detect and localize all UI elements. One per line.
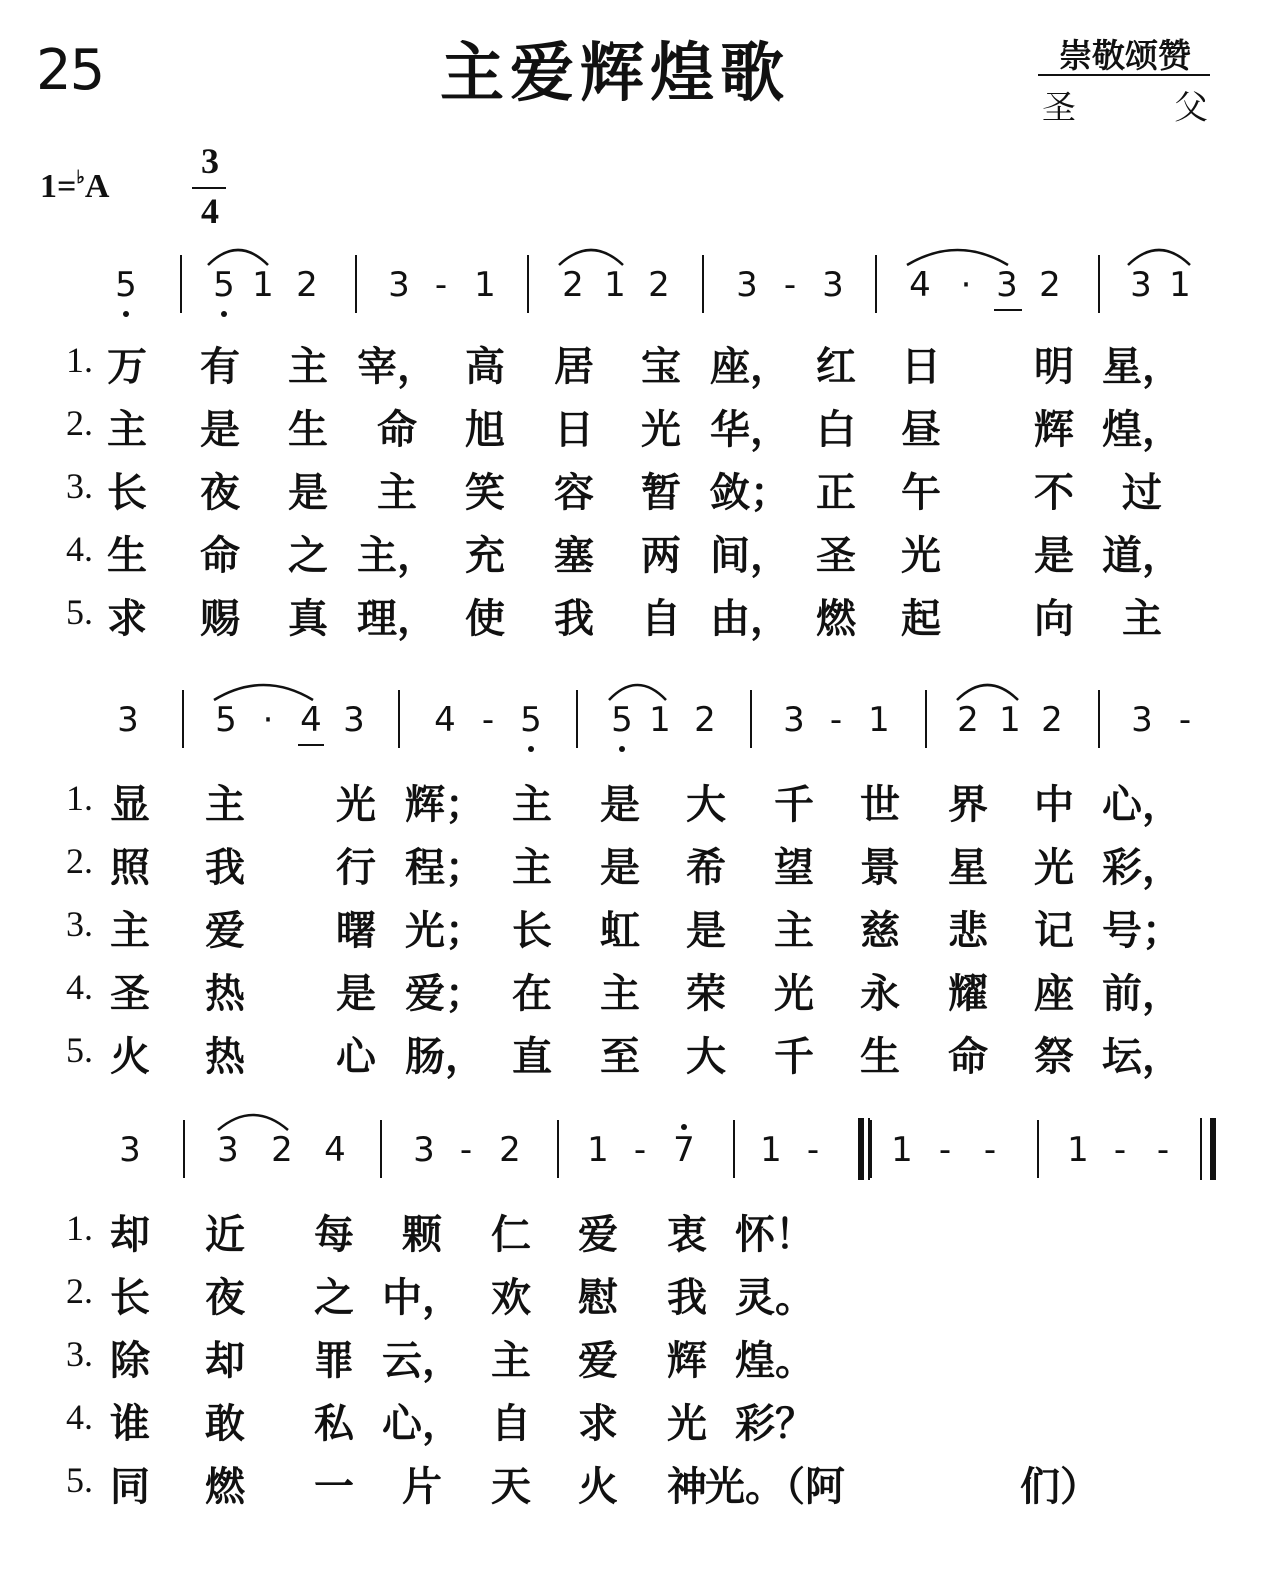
verse-number: 1. [66, 778, 93, 818]
key-prefix: 1= [40, 168, 77, 205]
lyric-char: 火 [578, 1463, 618, 1510]
barline [180, 255, 182, 313]
lyric-char: 是 [336, 970, 376, 1017]
lyric-char: 自 [641, 595, 681, 642]
jianpu-note: 2 [957, 700, 979, 740]
lyric-char: 悲 [948, 907, 988, 954]
time-signature-top: 3 [201, 141, 219, 181]
lyric-char: 道， [1102, 532, 1182, 579]
jianpu-note: 2 [694, 700, 716, 740]
lyric-char: 辉 [667, 1337, 707, 1384]
lyric-char: 谁 [110, 1400, 150, 1447]
lyric-char: 虹 [600, 907, 640, 954]
lyric-char: 我 [205, 844, 245, 891]
lyric-char: 照 [110, 844, 150, 891]
jianpu-note: - [633, 1130, 647, 1170]
slur [206, 243, 270, 267]
lyric-char: 曙 [336, 907, 376, 954]
jianpu-note: 2 [271, 1130, 293, 1170]
jianpu-note: 1 [252, 265, 274, 305]
jianpu-note: 5 [213, 265, 235, 305]
lyric-char: 行 [336, 844, 376, 891]
lyric-char: 荣 [686, 970, 726, 1017]
lyric-char: 天 [491, 1463, 531, 1510]
lyric-char: 高 [465, 343, 505, 390]
lyric-char: 主 [600, 970, 640, 1017]
jianpu-note: 2 [1039, 265, 1061, 305]
lyric-char: 是 [1034, 532, 1074, 579]
lyric-char: 辉 [1034, 406, 1074, 453]
lyric-char: 慈 [860, 907, 900, 954]
lyric-char: 理， [357, 595, 437, 642]
lyric-char: 居 [554, 343, 594, 390]
lyric-char: 旭 [465, 406, 505, 453]
author-second-char: 父 [1174, 88, 1208, 128]
lyric-char: 燃 [205, 1463, 245, 1510]
lyric-char: 千 [774, 1033, 814, 1080]
barline [1098, 255, 1100, 313]
lyric-char: 心， [1102, 781, 1182, 828]
key-letter: A [84, 168, 110, 205]
jianpu-note: 2 [296, 265, 318, 305]
jianpu-note: 1 [1067, 1130, 1089, 1170]
barline [1098, 690, 1100, 748]
lyric-char: 生 [860, 1033, 900, 1080]
lyric-char: 我 [554, 595, 594, 642]
barline [576, 690, 578, 748]
verse-number: 2. [66, 1271, 93, 1311]
lyric-char: 显 [110, 781, 150, 828]
lyric-char: 祭 [1034, 1033, 1074, 1080]
jianpu-note: - [481, 700, 495, 740]
lyric-char: 耀 [948, 970, 988, 1017]
lyric-char: 间， [710, 532, 790, 579]
jianpu-note: 2 [648, 265, 670, 305]
lyric-char: 光 [667, 1400, 707, 1447]
lyric-char: 煌， [1102, 406, 1182, 453]
lyric-char: 暂 [641, 469, 681, 516]
lyric-char: 主 [205, 781, 245, 828]
jianpu-note: 1 [868, 700, 890, 740]
lyric-char: 日 [901, 343, 941, 390]
lyric-char: 我 [667, 1274, 707, 1321]
lyric-char: 白 [816, 406, 856, 453]
time-signature-rule [192, 187, 226, 189]
lyric-char: 红 [816, 343, 856, 390]
slur [1126, 243, 1192, 267]
lyric-char: 真 [288, 595, 328, 642]
lyric-char: 正 [816, 469, 856, 516]
jianpu-note: · [960, 265, 972, 305]
jianpu-note: - [1178, 700, 1192, 740]
lyric-char: 衷 [667, 1211, 707, 1258]
jianpu-note: 3 [1130, 265, 1152, 305]
lyric-char: 程； [405, 844, 485, 891]
lyric-char: 充 [465, 532, 505, 579]
verse-number: 2. [66, 403, 93, 443]
lyric-char: 直 [512, 1033, 552, 1080]
lyric-char: 热 [205, 970, 245, 1017]
verse-number: 3. [66, 466, 93, 506]
lyric-char: 是 [200, 406, 240, 453]
lyric-char: 辉； [405, 781, 485, 828]
jianpu-note: · [262, 700, 274, 740]
lyric-char: 片 [402, 1463, 442, 1510]
lyric-char: 颗 [402, 1211, 442, 1258]
key-flat: ♭ [76, 166, 85, 187]
slur [216, 1108, 290, 1132]
lyric-char: 爱 [205, 907, 245, 954]
octave-dot-above [681, 1124, 687, 1130]
lyric-char: 大 [686, 781, 726, 828]
jianpu-note: 4 [434, 700, 456, 740]
lyric-char: 由， [710, 595, 790, 642]
lyric-char: 之 [314, 1274, 354, 1321]
lyric-char: 爱 [578, 1337, 618, 1384]
lyric-char: 起 [901, 595, 941, 642]
lyric-char: 一 [314, 1463, 354, 1510]
lyric-char: 却 [110, 1211, 150, 1258]
lyric-char: 灵。 [735, 1274, 815, 1321]
jianpu-note: - [1156, 1130, 1170, 1170]
lyric-char: 求 [578, 1400, 618, 1447]
lyric-char: 至 [600, 1033, 640, 1080]
lyric-char: 彩， [1102, 844, 1182, 891]
verse-number: 4. [66, 967, 93, 1007]
duration-underline [298, 744, 324, 746]
jianpu-note: 1 [1169, 265, 1191, 305]
lyric-char: 私 [314, 1400, 354, 1447]
jianpu-note: - [434, 265, 448, 305]
jianpu-note: 3 [413, 1130, 435, 1170]
lyric-char: 容 [554, 469, 594, 516]
lyric-char: 主 [512, 844, 552, 891]
time-signature-bottom: 4 [201, 191, 219, 231]
barline [182, 690, 184, 748]
lyric-char: 是 [686, 907, 726, 954]
lyric-char: 千 [774, 781, 814, 828]
final-barline [1210, 1118, 1216, 1180]
lyric-char: 求 [107, 595, 147, 642]
lyric-char: 世 [860, 781, 900, 828]
jianpu-note: 4 [324, 1130, 346, 1170]
page-title: 主爱辉煌歌 [440, 37, 790, 111]
slur [905, 243, 1010, 267]
jianpu-note: 3 [996, 265, 1018, 305]
jianpu-note: - [806, 1130, 820, 1170]
jianpu-note: - [1113, 1130, 1127, 1170]
lyric-char: 座， [710, 343, 790, 390]
lyric-char: 星 [948, 844, 988, 891]
octave-dot-below [221, 311, 227, 317]
lyric-char: 肠， [405, 1033, 485, 1080]
lyric-char: 万 [107, 343, 147, 390]
verse-number: 1. [66, 340, 93, 380]
key-signature [40, 168, 109, 206]
duration-underline [994, 309, 1022, 311]
lyric-char: 爱； [405, 970, 485, 1017]
jianpu-note: 1 [649, 700, 671, 740]
lyric-char: 是 [288, 469, 328, 516]
verse-number: 1. [66, 1208, 93, 1248]
lyric-char: 华， [710, 406, 790, 453]
lyric-char: 大 [686, 1033, 726, 1080]
jianpu-note: 3 [822, 265, 844, 305]
lyric-char: 过 [1122, 469, 1162, 516]
slur [607, 678, 668, 702]
lyric-char: 景 [860, 844, 900, 891]
octave-dot-below [619, 746, 625, 752]
lyric-char: 神 [667, 1463, 707, 1510]
lyric-char: 心 [336, 1033, 376, 1080]
lyric-char: 中， [382, 1274, 462, 1321]
barline [733, 1120, 735, 1178]
lyric-char: 笑 [465, 469, 505, 516]
jianpu-note: 5 [215, 700, 237, 740]
lyric-char: 午 [901, 469, 941, 516]
lyric-char: 主 [512, 781, 552, 828]
barline [750, 690, 752, 748]
lyric-char: 两 [641, 532, 681, 579]
jianpu-note: 3 [1131, 700, 1153, 740]
verse-number: 3. [66, 904, 93, 944]
lyric-char: 主 [491, 1337, 531, 1384]
lyric-char: 夜 [205, 1274, 245, 1321]
jianpu-note: 1 [587, 1130, 609, 1170]
barline [875, 255, 877, 313]
final-barline [1200, 1118, 1202, 1180]
lyric-char: 火 [110, 1033, 150, 1080]
barline [380, 1120, 382, 1178]
jianpu-note: 5 [611, 700, 633, 740]
lyric-char: 是 [600, 781, 640, 828]
jianpu-note: 5 [115, 265, 137, 305]
lyric-char: 圣 [110, 970, 150, 1017]
lyric-char: 爱 [578, 1211, 618, 1258]
lyric-char: 却 [205, 1337, 245, 1384]
lyric-char: 前， [1102, 970, 1182, 1017]
lyric-char: 光 [336, 781, 376, 828]
lyric-char: 主 [107, 406, 147, 453]
category-underline [1038, 74, 1210, 76]
barline [183, 1120, 185, 1178]
octave-dot-below [528, 746, 534, 752]
lyric-char: 命 [377, 406, 417, 453]
jianpu-note: 3 [736, 265, 758, 305]
jianpu-note: 2 [499, 1130, 521, 1170]
jianpu-note: 1 [999, 700, 1021, 740]
jianpu-note: 1 [760, 1130, 782, 1170]
jianpu-note: 3 [388, 265, 410, 305]
lyric-char: 光 [774, 970, 814, 1017]
lyric-char: 中 [1034, 781, 1074, 828]
barline [527, 255, 529, 313]
verse-number: 5. [66, 1030, 93, 1070]
lyric-char: 主 [377, 469, 417, 516]
verse-number: 5. [66, 592, 93, 632]
lyric-char: 光； [405, 907, 485, 954]
lyric-char: 命 [948, 1033, 988, 1080]
barline [398, 690, 400, 748]
verse-number: 5. [66, 1460, 93, 1500]
lyric-char: 煌。 [735, 1337, 815, 1384]
lyric-char: 光 [641, 406, 681, 453]
lyric-char: 使 [465, 595, 505, 642]
lyric-char: 之 [288, 532, 328, 579]
lyric-char: 慰 [578, 1274, 618, 1321]
jianpu-note: 3 [119, 1130, 141, 1170]
jianpu-note: 3 [117, 700, 139, 740]
lyric-char: 在 [512, 970, 552, 1017]
lyric-char: 座 [1034, 970, 1074, 1017]
hymn-number: 25 [36, 38, 104, 103]
jianpu-note: - [459, 1130, 473, 1170]
lyric-char: 云， [382, 1337, 462, 1384]
barline [355, 255, 357, 313]
lyric-char: 命 [200, 532, 240, 579]
barline [1037, 1120, 1039, 1178]
lyric-char: 欢 [491, 1274, 531, 1321]
lyric-char: 主 [774, 907, 814, 954]
lyric-char: 塞 [554, 532, 594, 579]
lyric-char: 光 [901, 532, 941, 579]
lyric-char: 仁 [491, 1211, 531, 1258]
jianpu-note: 1 [891, 1130, 913, 1170]
lyric-char: 赐 [200, 595, 240, 642]
verse-number: 4. [66, 1397, 93, 1437]
jianpu-note: 3 [217, 1130, 239, 1170]
lyric-char: 敛； [710, 469, 790, 516]
lyric-char: 望 [774, 844, 814, 891]
lyric-char: 光。（阿 [705, 1463, 845, 1510]
lyric-char: 主， [357, 532, 437, 579]
jianpu-note: 4 [300, 700, 322, 740]
lyric-char: 近 [205, 1211, 245, 1258]
jianpu-note: 3 [343, 700, 365, 740]
lyric-char: 心， [382, 1400, 462, 1447]
author-first-char: 圣 [1042, 88, 1076, 128]
jianpu-note: 1 [474, 265, 496, 305]
lyric-char: 怀！ [735, 1211, 815, 1258]
jianpu-note: 5 [520, 700, 542, 740]
lyric-char: 同 [110, 1463, 150, 1510]
jianpu-note: 2 [562, 265, 584, 305]
hymn-category: 崇敬颂赞 [1059, 36, 1191, 75]
lyric-char: 界 [948, 781, 988, 828]
lyric-char: 自 [491, 1400, 531, 1447]
slur [212, 678, 315, 702]
jianpu-note: - [938, 1130, 952, 1170]
lyric-char: 生 [107, 532, 147, 579]
lyric-char: 日 [554, 406, 594, 453]
lyric-char: 星， [1102, 343, 1182, 390]
lyric-char: 们） [1020, 1463, 1100, 1510]
barline [870, 1120, 872, 1178]
slur [955, 678, 1020, 702]
repeat-barline-thin [868, 1118, 870, 1180]
lyric-char: 长 [110, 1274, 150, 1321]
verse-number: 4. [66, 529, 93, 569]
verse-number: 3. [66, 1334, 93, 1374]
verse-number: 2. [66, 841, 93, 881]
lyric-char: 夜 [200, 469, 240, 516]
lyric-char: 宝 [641, 343, 681, 390]
lyric-char: 燃 [816, 595, 856, 642]
lyric-char: 有 [200, 343, 240, 390]
lyric-char: 主 [110, 907, 150, 954]
lyric-char: 宰， [357, 343, 437, 390]
lyric-char: 向 [1034, 595, 1074, 642]
lyric-char: 罪 [314, 1337, 354, 1384]
jianpu-note: 2 [1041, 700, 1063, 740]
repeat-barline-thick [858, 1118, 864, 1180]
jianpu-note: 1 [604, 265, 626, 305]
jianpu-note: - [829, 700, 843, 740]
lyric-char: 每 [314, 1211, 354, 1258]
jianpu-note: 7 [673, 1130, 695, 1170]
jianpu-note: 3 [783, 700, 805, 740]
lyric-char: 主 [288, 343, 328, 390]
lyric-char: 圣 [816, 532, 856, 579]
lyric-char: 热 [205, 1033, 245, 1080]
octave-dot-below [123, 311, 129, 317]
lyric-char: 主 [1122, 595, 1162, 642]
lyric-char: 明 [1034, 343, 1074, 390]
lyric-char: 长 [512, 907, 552, 954]
lyric-char: 号； [1102, 907, 1182, 954]
lyric-char: 希 [686, 844, 726, 891]
jianpu-note: - [783, 265, 797, 305]
lyric-char: 彩？ [735, 1400, 815, 1447]
lyric-char: 坛， [1102, 1033, 1182, 1080]
lyric-char: 昼 [901, 406, 941, 453]
lyric-char: 永 [860, 970, 900, 1017]
lyric-char: 是 [600, 844, 640, 891]
lyric-char: 不 [1034, 469, 1074, 516]
lyric-char: 敢 [205, 1400, 245, 1447]
slur [557, 243, 625, 267]
lyric-char: 记 [1034, 907, 1074, 954]
jianpu-note: 4 [909, 265, 931, 305]
lyric-char: 除 [110, 1337, 150, 1384]
lyric-char: 光 [1034, 844, 1074, 891]
barline [557, 1120, 559, 1178]
lyric-char: 长 [107, 469, 147, 516]
barline [925, 690, 927, 748]
jianpu-note: - [983, 1130, 997, 1170]
lyric-char: 生 [288, 406, 328, 453]
barline [702, 255, 704, 313]
